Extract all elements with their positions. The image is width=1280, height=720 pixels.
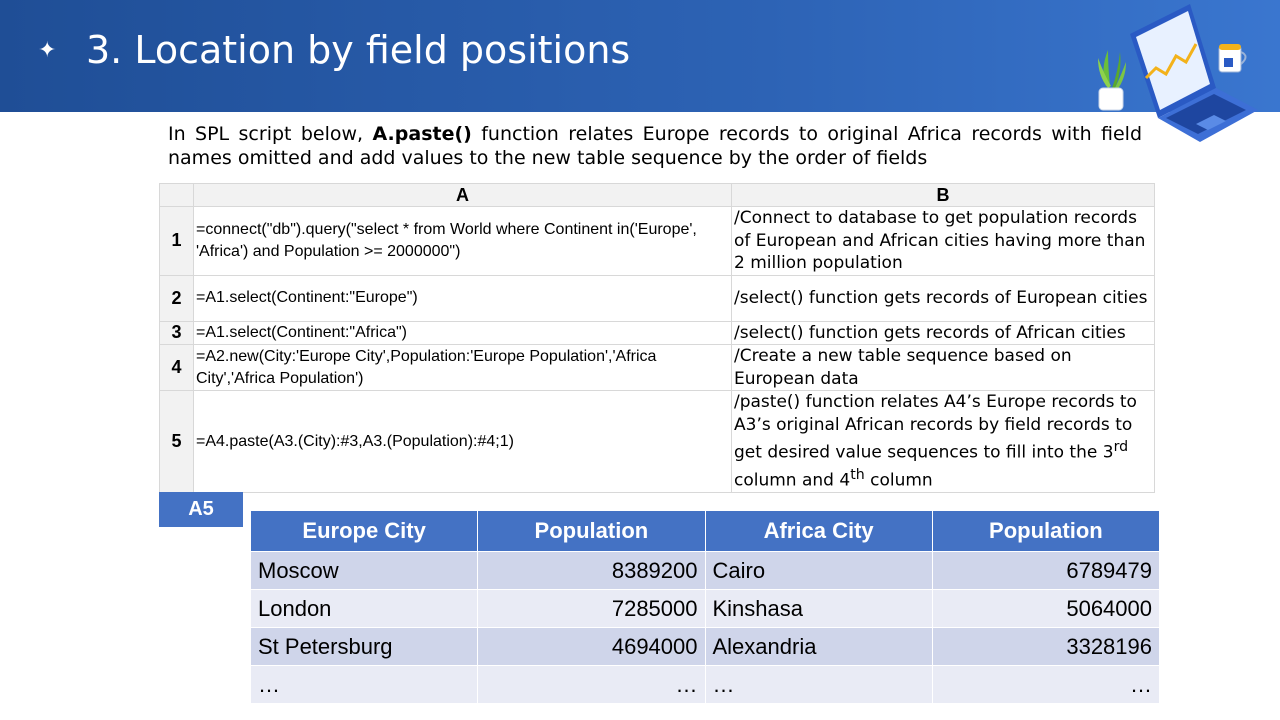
europe-population-cell: 7285000 [478,590,705,628]
potted-plant-icon [1098,50,1126,110]
grid-code-cell[interactable]: =A4.paste(A3.(City):#3,A3.(Population):#4;1) [194,391,732,493]
grid-row-number: 4 [160,345,194,391]
grid-note-cell[interactable]: /select() function gets records of African cities [732,321,1155,345]
africa-city-cell: Kinshasa [705,590,932,628]
africa-city-cell: Alexandria [705,628,932,666]
grid-row [160,321,1155,345]
result-col-header: Europe City [251,511,478,552]
europe-population-cell: 8389200 [478,552,705,590]
note-text-part: column and 4 [734,470,851,491]
result-col-header: Population [932,511,1159,552]
grid-corner-cell [160,184,194,207]
grid-note-cell[interactable]: /Connect to database to get population records of European and African cities having more than 2 million population [732,207,1155,276]
africa-population-cell: 6789479 [932,552,1159,590]
result-cell-label: A5 [159,492,243,527]
note-text-part: column [864,470,933,491]
grid-col-header-b: B [732,184,1155,207]
africa-population-cell: 5064000 [932,590,1159,628]
africa-population-cell: 3328196 [932,628,1159,666]
laptop-icon [1130,4,1258,142]
table-row [251,666,1160,704]
europe-city-cell: Moscow [251,552,478,590]
grid-row [160,207,1155,276]
europe-city-cell: St Petersburg [251,628,478,666]
africa-population-cell: … [932,666,1159,704]
grid-note-cell[interactable] [732,391,1155,493]
slide-title: 3. Location by field positions [86,28,631,72]
grid-row [160,275,1155,321]
sparkle-bullet-icon: ✦ [38,38,57,63]
grid-code-cell[interactable]: =A1.select(Continent:"Africa") [194,321,732,345]
coffee-mug-icon [1219,44,1246,72]
europe-population-cell: 4694000 [478,628,705,666]
europe-city-cell: … [251,666,478,704]
table-row [251,552,1160,590]
intro-paragraph [168,122,1142,170]
grid-note-cell[interactable]: /Create a new table sequence based on European data [732,345,1155,391]
grid-row [160,391,1155,493]
grid-code-cell[interactable]: =A1.select(Continent:"Europe") [194,275,732,321]
note-superscript: th [850,467,865,484]
spl-script-grid [159,183,1155,493]
europe-city-cell: London [251,590,478,628]
intro-text-end: function relates Europe records to original Africa records with field names omitted and add values to the new table sequence by the order of fields [168,123,1142,169]
table-row [251,628,1160,666]
note-text-part: /paste() function relates A4’s Europe records to A3’s original African records by field records to get desired value sequences to fill into the 3 [734,392,1137,463]
note-superscript: rd [1113,439,1129,455]
intro-text-start: In SPL script below, [168,123,373,145]
grid-row [160,345,1155,391]
grid-row-number: 5 [160,391,194,493]
grid-note-cell[interactable]: /select() function gets records of European cities [732,275,1155,321]
result-table [250,510,1160,704]
table-row [251,590,1160,628]
result-header-row [251,511,1160,552]
grid-col-header-a: A [194,184,732,207]
result-col-header: Africa City [705,511,932,552]
result-col-header: Population [478,511,705,552]
grid-code-cell[interactable]: =connect("db").query("select * from World where Continent in('Europe', 'Africa') and Population >= 2000000") [194,207,732,276]
grid-code-cell[interactable]: =A2.new(City:'Europe City',Population:'Europe Population','Africa City','Africa Population') [194,345,732,391]
africa-city-cell: … [705,666,932,704]
grid-row-number: 1 [160,207,194,276]
africa-city-cell: Cairo [705,552,932,590]
europe-population-cell: … [478,666,705,704]
grid-row-number: 2 [160,275,194,321]
grid-row-number: 3 [160,321,194,345]
intro-function-name: A.paste() [372,123,472,145]
